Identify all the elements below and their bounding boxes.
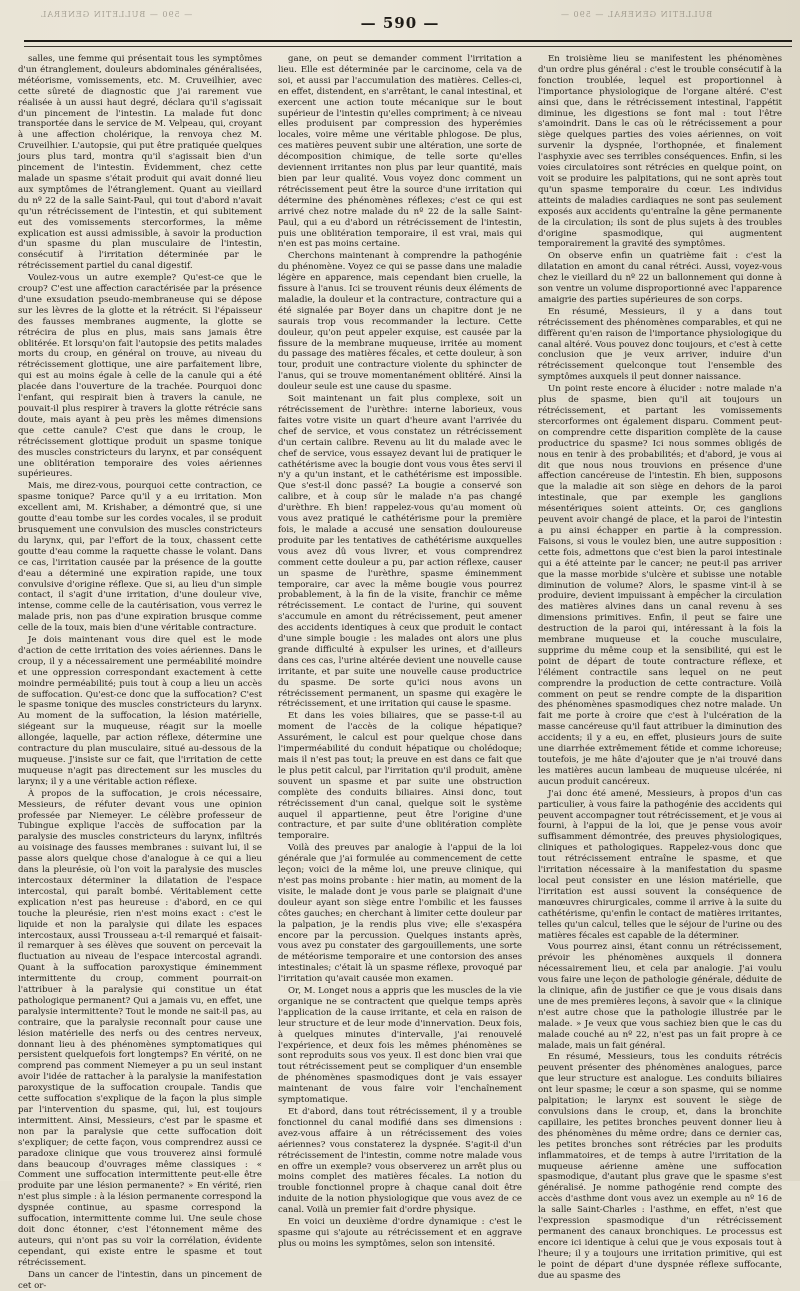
- paragraph: Or, M. Longet nous a appris que les muscles de la vie organique ne se contractent que quelque temps après l'application de la cause irritante, et cela en raison de leur structure et de leur mode d'innervation. Deux fois, à quelques minutes d'intervalle, j'ai renouvelé l'expérience, et deux fois les mêmes phénomènes se sont reproduits sous vos yeux. Il est donc bien vrai que tout rétrécissement peut se compliquer d'un ensemble de phénomènes spasmodiques dont je vais essayer maintenant de vous faire voir l'enchaînement symptomatique.: [278, 986, 522, 1106]
- header-rule: [24, 40, 792, 42]
- paragraph: Vous pourrez ainsi, étant connu un rétrécissement, prévoir les phénomènes auxquels il donnera nécessairement lieu, et cela par analogie. J'ai voulu vous faire une leçon de pathologie générale, déduite de la clinique, afin de justifier ce que je vous disais dans une de mes premières leçons, à savoir que « la clinique n'est autre chose que la pathologie illustrée par le malade. » Je veux que vous sachiez bien que le cas du malade couché au nº 22, n'est pas un fait propre à ce malade, mais un fait général.: [538, 942, 782, 1051]
- text-column-2: [278, 54, 522, 1249]
- paragraph: En troisième lieu se manifestent les phénomènes d'un ordre plus général : c'est le trouble consécutif à la fonction troublée, lequel est proportionnel à l'importance physiologique de l'organe altéré. C'est ainsi que, dans le rétrécissement intestinal, l'appétit diminue, les digestions se font mal : tout l'être s'amoindrit. Dans le cas où le rétrécissement a pour siège quelques parties des voies aériennes, on voit survenir la dyspnée, l'orthopnée, et finalement l'asphyxie avec ses terribles conséquences. Enfin, si les voies circulatoires sont rétrécies en quelque point, on voit se produire les palpitations, qui ne sont après tout qu'un spasme temporaire du cœur. Les individus atteints de maladies cardiaques ne sont pas seulement exposés aux accidents qu'entraîne la gêne permanente de la circulation; ils sont de plus sujets à des troubles d'origine spasmodique, qui augmentent temporairement la gravité des symptômes.: [538, 54, 782, 250]
- text-column-3: [538, 54, 782, 1281]
- header-rule-thin: [24, 46, 792, 47]
- paragraph: Cherchons maintenant à comprendre la pathogénie du phénomène. Voyez ce qui se passe dans une maladie légère en apparence, mais cependant bien cruelle, la fissure à l'anus. Ici se trouvent réunis deux éléments de maladie, la douleur et la contracture, contracture qui a été signalée par Boyer dans un chapitre dont je ne saurais trop vous recommander la lecture. Cette douleur, qu'on peut appeler exquise, est causée par la fissure de la membrane muqueuse, irritée au moment du passage des matières fécales, et cette douleur, à son tour, produit une contracture violente du sphincter de l'anus, qui se trouve momentanément oblitéré. Ainsi la douleur seule est une cause du spasme.: [278, 251, 522, 393]
- bleed-through-text-left: — 590 — BULLETIN GÉNÉRAL: [40, 10, 193, 19]
- paragraph: À propos de la suffocation, je crois nécessaire, Messieurs, de réfuter devant vous une opinion professée par Niemeyer. Le célèbre professeur de Tubingue explique l'accès de suffocation par la paralysie des muscles constricteurs du larynx, infiltrés au voisinage des fausses membranes : suivant lui, il se passe alors quelque chose d'analogue à ce qui a lieu dans la pleurésie, où l'on voit la paralysie des muscles intercostaux déterminer la dilatation de l'espace intercostal, qui paraît bombé. Véritablement cette explication n'est pas heureuse : d'abord, en ce qui touche la pleurésie, rien n'est moins exact : c'est le liquide et non la paralysie qui dilate les espaces intercostaux, aussi Trousseau a-t-il remarqué et faisait-il remarquer à ses élèves que souvent on percevait la fluctuation au niveau de l'espace intercostal agrandi. Quant à la suffocation paroxystique éminemment intermittente du croup, comment pourrait-on l'attribuer à la paralysie qui constitue un état pathologique permanent? Qui a jamais vu, en effet, une paralysie intermittente? Tout le monde ne sait-il pas, au contraire, que la paralysie reconnaît pour cause une lésion matérielle des nerfs ou des centres nerveux, donnant lieu à des phénomènes symptomatiques qui persistent quelquefois fort longtemps? En vérité, on ne comprend pas comment Niemeyer a pu un seul instant avoir l'idée de rattacher à la paralysie la manifestation paroxystique de la suffocation croupale. Tandis que cette suffocation s'explique de la façon la plus simple par l'intervention du spasme, qui, lui, est toujours intermittent. Ainsi, Messieurs, c'est par le spasme et non par la paralysie que cette suffocation doit s'expliquer; de cette façon, vous comprendrez aussi ce paradoxe clinique que vous trouverez ainsi formulé dans beaucoup d'ouvrages même classiques : « Comment une suffocation intermittente peut-elle être produite par une lésion permanente? » En vérité, rien n'est plus simple : à la lésion permanente correspond la dyspnée continue, au spasme correspond la suffocation, intermittente comme lui. Une seule chose doit donc étonner, c'est l'étonnement même des auteurs, qui n'ont pas su voir la corrélation, évidente cependant, qui existe entre le spasme et tout rétrécissement.: [18, 788, 262, 1268]
- text-column-1: [18, 54, 262, 1291]
- bleed-through-text-right: BULLETIN GÉNÉRAL — 590 —: [560, 10, 713, 19]
- paragraph: Voulez-vous un autre exemple? Qu'est-ce que le croup? C'est une affection caractérisée par la présence d'une exsudation pseudo-membraneuse qui se dépose sur les lèvres de la glotte et la rétrécit. Si l'épaisseur des fausses membranes augmente, la glotte se rétrécira de plus en plus, mais sans jamais être oblitérée. Et lorsqu'on fait l'autopsie des petits malades morts du croup, en général on trouve, au niveau du rétrécissement glottique, une aire parfaitement libre, qui est au moins égale à celle de la canule qui a été placée dans l'ouverture de la trachée. Pourquoi donc l'enfant, qui respirait bien à travers la canule, ne pouvait-il plus respirer à travers la glotte rétrécie sans doute, mais ayant à peu près les mêmes dimensions que cette canule? C'est que dans le croup, le rétrécissement glottique produit un spasme tonique des muscles constricteurs du larynx, et par conséquent une oblitération temporaire des voies aériennes supérieures.: [18, 273, 262, 480]
- paragraph: Et d'abord, dans tout rétrécissement, il y a trouble fonctionnel du canal modifié dans ses dimensions : avez-vous affaire à un rétrécissement des voies aériennes? vous constaterez la dyspnée. S'agit-il d'un rétrécissement de l'intestin, comme notre malade vous en offre un exemple? vous observerez un arrêt plus ou moins complet des matières fécales. La notion du trouble fonctionnel propre à chaque canal doit être induite de la notion physiologique que vous avez de ce canal. Voilà un premier fait d'ordre physique.: [278, 1107, 522, 1216]
- paragraph: J'ai donc été amené, Messieurs, à propos d'un cas particulier, à vous faire la pathogénie des accidents qui peuvent accompagner tout rétrécissement, et je vous ai fourni, à l'appui de la loi, que je pense vous avoir suffisamment démontrée, des preuves physiologiques, cliniques et pathologiques. Rappelez-vous donc que tout rétrécissement entraîne le spasme, et que l'irritation nécessaire à la manifestation du spasme local peut consister en une lésion matérielle, que l'irritation est aussi souvent la conséquence de manœuvres chirurgicales, comme il arrive à la suite du cathétérisme, qu'enfin le contact de matières irritantes, telles qu'un calcul, telles que le séjour de l'urine ou des matières fécales est capable de la déterminer.: [538, 788, 782, 941]
- paragraph: En résumé, Messieurs, il y a dans tout rétrécissement des phénomènes comparables, et qui ne diffèrent qu'en raison de l'importance physiologique du canal altéré. Vous pouvez donc toujours, et c'est à cette conclusion que je veux arriver, induire d'un rétrécissement quelconque tout l'ensemble des symptômes auxquels il peut donner naissance.: [538, 306, 782, 383]
- paragraph: salles, une femme qui présentait tous les symptômes d'un étranglement, douleurs abdominales généralisées, météorisme, vomissements, etc. M. Cruveilhier, avec cette sûreté de diagnostic que j'ai rarement vue réalisée à un aussi haut degré, déclara qu'il s'agissait d'un pincement de l'intestin. La malade fut donc transportée dans le service de M. Velpeau, qui, croyant à une affection cholérique, la renvoya chez M. Cruveilhier. L'autopsie, qui put être pratiquée quelques jours plus tard, montra qu'il s'agissait bien d'un pincement de l'intestin. Évidemment, chez cette malade un spasme s'était produit qui avait donné lieu aux symptômes de l'étranglement. Quant au vieillard du nº 22 de la salle Saint-Paul, qui tout d'abord n'avait qu'un rétrécissement de l'intestin, et qui subitement eut des vomissements stercorformes, la même explication est aussi admissible, à savoir la production d'un spasme du plan musculaire de l'intestin, consécutif à l'irritation déterminée par le rétrécissement partiel du canal digestif.: [18, 54, 262, 272]
- paragraph: gane, on peut se demander comment l'irritation a lieu. Elle est déterminée par le carcinome, cela va de soi, et aussi par l'accumulation des matières. Celles-ci, en effet, distendent, en s'arrêtant, le canal intestinal, et exercent une action toute mécanique sur le bout supérieur de l'intestin qu'elles compriment; à ce niveau elles produisent par compression des hyperémies locales, voire même une véritable phlogose. De plus, ces matières peuvent subir une altération, une sorte de décomposition chimique, de telle sorte qu'elles deviennent irritantes non plus par leur quantité, mais bien par leur qualité. Vous voyez donc comment un rétrécissement peut être la source d'une irritation qui détermine des phénomènes réflexes; c'est ce qui est arrivé chez notre malade du nº 22 de la salle Saint-Paul, qui a eu d'abord un rétrécissement de l'intestin, puis une oblitération temporaire, il est vrai, mais qui n'en est pas moins certaine.: [278, 54, 522, 250]
- page-number: — 590 —: [360, 14, 440, 32]
- paragraph: Soit maintenant un fait plus complexe, soit un rétrécissement de l'urèthre: interne laborieux, vous faites votre visite un quart d'heure avant l'arrivée du chef de service, et vous constatez un rétrécissement d'un certain calibre. Revenu au lit du malade avec le chef de service, vous essayez devant lui de pratiquer le cathétérisme avec la bougie dont vous vous êtes servi il n'y a qu'un instant, et le cathétérisme est impossible. Que s'est-il donc passé? La bougie a conservé son calibre, et à coup sûr le malade n'a pas changé d'urèthre. Eh bien! rappelez-vous qu'au moment où vous avez pratiqué le cathétérisme pour la première fois, le malade a accusé une sensation douloureuse produite par les tentatives de cathétérisme auxquelles vous avez dû vous livrer, et vous comprendrez comment cette douleur a pu, par action réflexe, causer un spasme de l'urèthre, spasme éminemment temporaire, car avec la même bougie vous pourrez probablement, à la fin de la visite, franchir ce même rétrécissement. Le contact de l'urine, qui souvent s'accumule en amont du rétrécissement, peut amener des accidents identiques à ceux que produit le contact d'une simple bougie : les malades ont alors une plus grande difficulté à expulser les urines, et d'ailleurs dans ces cas, l'urine altérée devient une nouvelle cause irritante, et par suite une nouvelle cause productrice du spasme. De sorte qu'ici nous avons un rétrécissement permanent, un spasme qui exagère le rétrécissement, et une irritation qui cause le spasme.: [278, 394, 522, 710]
- paragraph: Je dois maintenant vous dire quel est le mode d'action de cette irritation des voies aériennes. Dans le croup, il y a nécessairement une perméabilité moindre et une oppression correspondant exactement à cette moindre perméabilité; puis tout à coup a lieu un accès de suffocation. Qu'est-ce donc que la suffocation? C'est le spasme tonique des muscles constricteurs du larynx. Au moment de la suffocation, la lésion matérielle, siégeant sur la muqueuse, réagit sur la moelle allongée, laquelle, par action réflexe, détermine une contracture du plan musculaire, situé au-dessous de la muqueuse. J'insiste sur ce fait, que l'irritation de cette muqueuse n'agit pas directement sur les muscles du larynx; il y a une véritable action réflexe.: [18, 635, 262, 787]
- paragraph: En voici un deuxième d'ordre dynamique : c'est le spasme qui s'ajoute au rétrécissement et en aggrave plus ou moins les symptômes, selon son intensité.: [278, 1217, 522, 1249]
- paragraph: En résumé, Messieurs, tous les conduits rétrécis peuvent présenter des phénomènes analogues, parce que leur structure est analogue. Les conduits biliaires ont leur spasme; le cœur a son spasme, qui se nomme palpitation; le larynx est souvent le siège de convulsions dans le croup, et, dans la bronchite capillaire, les petites bronches peuvent donner lieu à des phénomènes du même ordre; dans ce dernier cas, les petites bronches sont rétrécies par les produits inflammatoires, et de temps à autre l'irritation de la muqueuse aérienne amène une suffocation spasmodique, d'autant plus grave que le spasme s'est généralisé. Je nomme pathogénie rend compte des accès d'asthme dont vous avez un exemple au nº 16 de la salle Saint-Charles : l'asthme, en effet, n'est que l'expression spasmodique d'un rétrécissement permanent des canaux bronchiques. Le processus est encore ici identique à celui que je vous exposais tout à l'heure; il y a toujours une irritation primitive, qui est le point de départ d'une dyspnée réflexe suffocante, due au spasme des: [538, 1052, 782, 1281]
- paragraph: On observe enfin un quatrième fait : c'est la dilatation en amont du canal rétréci. Aussi, voyez-vous chez le vieillard du nº 22 un ballonnement qui donne à son ventre un volume disproportionné avec l'apparence amaigrie des parties supérieures de son corps.: [538, 251, 782, 305]
- paragraph: Voilà des preuves par analogie à l'appui de la loi générale que j'ai formulée au commencement de cette leçon; voici de la même loi, une preuve clinique, qui n'est pas moins probante : hier matin, au moment de la visite, le malade dont je vous parle se plaignait d'une douleur ayant son siège entre l'ombilic et les fausses côtes gauches; en cherchant à limiter cette douleur par la palpation, je la rendis plus vive; elle s'exaspéra encore par la percussion. Quelques instants après, vous avez pu constater des gargouillements, une sorte de météorisme temporaire et une contorsion des anses intestinales; c'était là un spasme réflexe, provoqué par l'irritation qu'avait causée mon examen.: [278, 843, 522, 985]
- paragraph: Mais, me direz-vous, pourquoi cette contraction, ce spasme tonique? Parce qu'il y a eu irritation. Mon excellent ami, M. Krishaber, a démontré que, si une goutte d'eau tombe sur les cordes vocales, il se produit brusquement une convulsion des muscles constricteurs du larynx, qui, par l'effort de la toux, chassent cette goutte d'eau comme la raquette chasse le volant. Dans ce cas, l'irritation causée par la présence de la goutte d'eau a déterminé une expiration rapide, une toux convulsive d'origine réflexe. Que si, au lieu d'un simple contact, il s'agit d'une irritation, d'une douleur vive, intense, comme celle de la cautérisation, vous verrez le malade pris, non pas d'une expiration brusque comme celle de la toux, mais bien d'une véritable contracture.: [18, 481, 262, 634]
- paragraph: Et dans les voies biliaires, que se passe-t-il au moment de l'accès de la colique hépatique? Assurément, le calcul est pour quelque chose dans l'imperméabilité du conduit hépatique ou cholédoque; mais il n'est pas tout; la preuve en est dans ce fait que le plus petit calcul, par l'irritation qu'il produit, amène souvent un spasme et par suite une obstruction complète des conduits biliaires. Ainsi donc, tout rétrécissement d'un canal, quelque soit le système auquel il appartienne, peut être l'origine d'une contracture, et par suite d'une oblitération complète temporaire.: [278, 711, 522, 842]
- paragraph: Dans un cancer de l'intestin, dans un pincement de cet or-: [18, 1269, 262, 1291]
- paragraph: Un point reste encore à élucider : notre malade n'a plus de spasme, bien qu'il ait toujours un rétrécissement, et partant les vomissements stercorformes ont également disparu. Comment peut-on comprendre cette disparition complète de la cause productrice du spasme? Ici nous sommes obligés de nous en tenir à des probabilités; et d'abord, je vous ai dit que nous nous trouvions en présence d'une affection cancéreuse de l'intestin. Eh bien, supposons que la maladie ait son siège en dehors de la paroi intestinale, que par exemple les ganglions mésentériques soient atteints. Or, ces ganglions peuvent avoir changé de place, et la paroi de l'intestin a pu ainsi échapper en partie à la compression. Faisons, si vous le voulez bien, une autre supposition : cette fois, admettons que c'est bien la paroi intestinale qui a été atteinte par le cancer; ne peut-il pas arriver que la masse morbide s'ulcère et subisse une notable diminution de volume? Alors, le spasme vint-il à se produire, devient impuissant à empêcher la circulation des matières alvines dans un canal revenu à ses dimensions primitives. Enfin, il peut se faire une destruction de la paroi qui, intéressant à la fois la membrane muqueuse et la couche musculaire, supprime du même coup et la sensibilité, qui est le point de départ de toute contracture réflexe, et l'élément contractile sans lequel on ne peut comprendre la production de cette contracture. Voilà comment on peut se rendre compte de la disparition des phénomènes spasmodiques chez notre malade. Un fait me porte à croire que c'est à l'ulcération de la masse cancéreuse qu'il faut attribuer la diminution des accidents; il y a eu, en effet, plusieurs jours de suite une diarrhée extrêmement fétide et comme ichoreuse; toutefois, je me hâte d'ajouter que je n'ai trouvé dans les matières aucun lambeau de muqueuse ulcérée, ni aucun produit cancéreux.: [538, 384, 782, 787]
